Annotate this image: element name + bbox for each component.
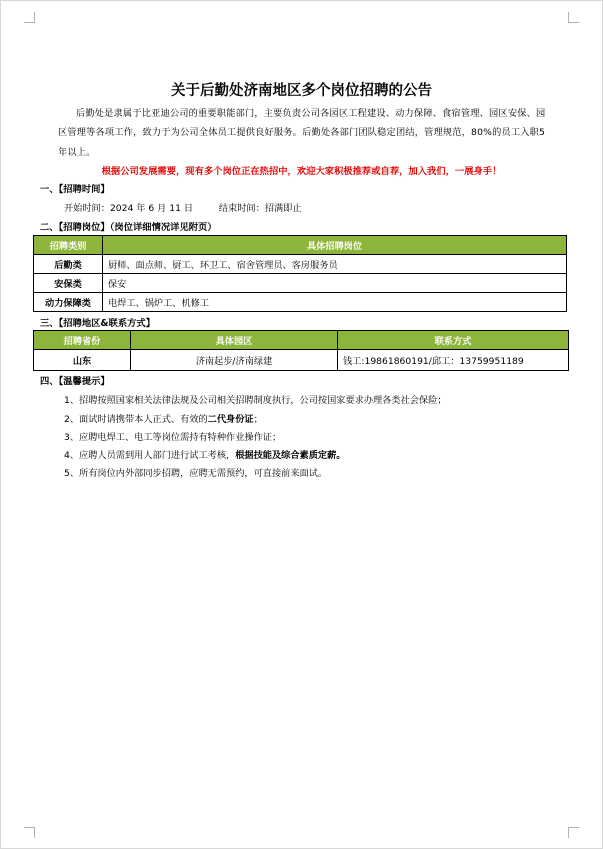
table-row — [34, 255, 567, 274]
positions-cell: 厨师、面点师、厨工、环卫工、宿舍管理员、客房服务员 — [103, 255, 567, 274]
table-row — [34, 274, 567, 293]
start-date: 2024 年 6 月 11 日 — [109, 203, 194, 214]
section-heading-time: 一、【招聘时间】 — [40, 184, 110, 195]
margin-corner-mark — [568, 827, 579, 838]
table-header-row — [34, 236, 567, 255]
table-row — [34, 350, 569, 371]
margin-corner-mark — [24, 827, 35, 838]
end-label: 结束时间： — [218, 203, 265, 214]
highlight-paragraph: 根据公司发展需要，现有多个岗位正在热招中，欢迎大家积极推荐或自荐，加入我们，一展身手！ — [101, 166, 502, 177]
page-title: 关于后勤处济南地区多个岗位招聘的公告 — [171, 82, 432, 99]
table-header-row — [34, 331, 569, 350]
category-cell: 安保类 — [34, 274, 103, 293]
category-cell: 后勤类 — [34, 255, 103, 274]
tip-item: 5、所有岗位内外部同步招聘，应聘无需预约，可直接前来面试。 — [64, 468, 328, 479]
tip-text: 4、应聘人员需到用人部门进行试工考核， — [64, 450, 236, 461]
margin-corner-mark — [568, 12, 579, 23]
section-heading-tips: 四、【温馨提示】 — [40, 376, 110, 387]
table-header: 具体招聘岗位 — [103, 236, 567, 255]
intro-paragraph: 后勤处是隶属于比亚迪公司的重要职能部门，主要负责公司各园区工程建设、动力保障、食宿管理、园区安保、园区管理等各项工作，致力于为公司全体员工提供良好服务。后勤处各部门团队稳定团结，管理规范，80%的员工入职5年以上。 — [58, 108, 546, 158]
table-header: 联系方式 — [338, 331, 569, 350]
park-cell: 济南起步/济南绿建 — [131, 350, 338, 371]
tip-item: 3、应聘电焊工、电工等岗位需持有特种作业操作证； — [64, 432, 282, 443]
tip-item — [64, 447, 345, 461]
positions-cell: 保安 — [103, 274, 567, 293]
positions-cell: 电焊工、锅炉工、机修工 — [103, 293, 567, 312]
table-header: 具体园区 — [131, 331, 338, 350]
section-label: 二、【招聘岗位】 — [40, 222, 110, 233]
start-label: 开始时间： — [64, 203, 110, 214]
tip-emphasis: 根据技能及综合素质定薪。 — [235, 450, 346, 461]
section-heading-contact: 三、【招聘地区&联系方式】 — [40, 318, 156, 329]
tip-item — [64, 411, 263, 425]
category-cell: 动力保障类 — [34, 293, 103, 312]
province-cell: 山东 — [34, 350, 131, 371]
table-header: 招聘省份 — [34, 331, 131, 350]
section-heading-positions — [40, 219, 217, 233]
contact-cell: 钱工:19861860191/邱工：13759951189 — [338, 350, 569, 371]
time-line — [64, 200, 302, 214]
margin-corner-mark — [24, 12, 35, 23]
tip-item: 1、招聘按照国家相关法律法规及公司相关招聘制度执行，公司按国家要求办理各类社会保险； — [64, 395, 447, 406]
tip-text: 2、面试时请携带本人正式、有效的 — [64, 414, 208, 425]
table-header: 招聘类别 — [34, 236, 103, 255]
tip-text: ； — [253, 414, 263, 425]
section-note: （岗位详细情况详见附页） — [109, 222, 217, 233]
positions-table — [33, 235, 567, 312]
end-value: 招满即止 — [264, 203, 302, 214]
table-row — [34, 293, 567, 312]
contact-table — [33, 330, 569, 371]
tip-emphasis: 二代身份证 — [207, 414, 254, 425]
